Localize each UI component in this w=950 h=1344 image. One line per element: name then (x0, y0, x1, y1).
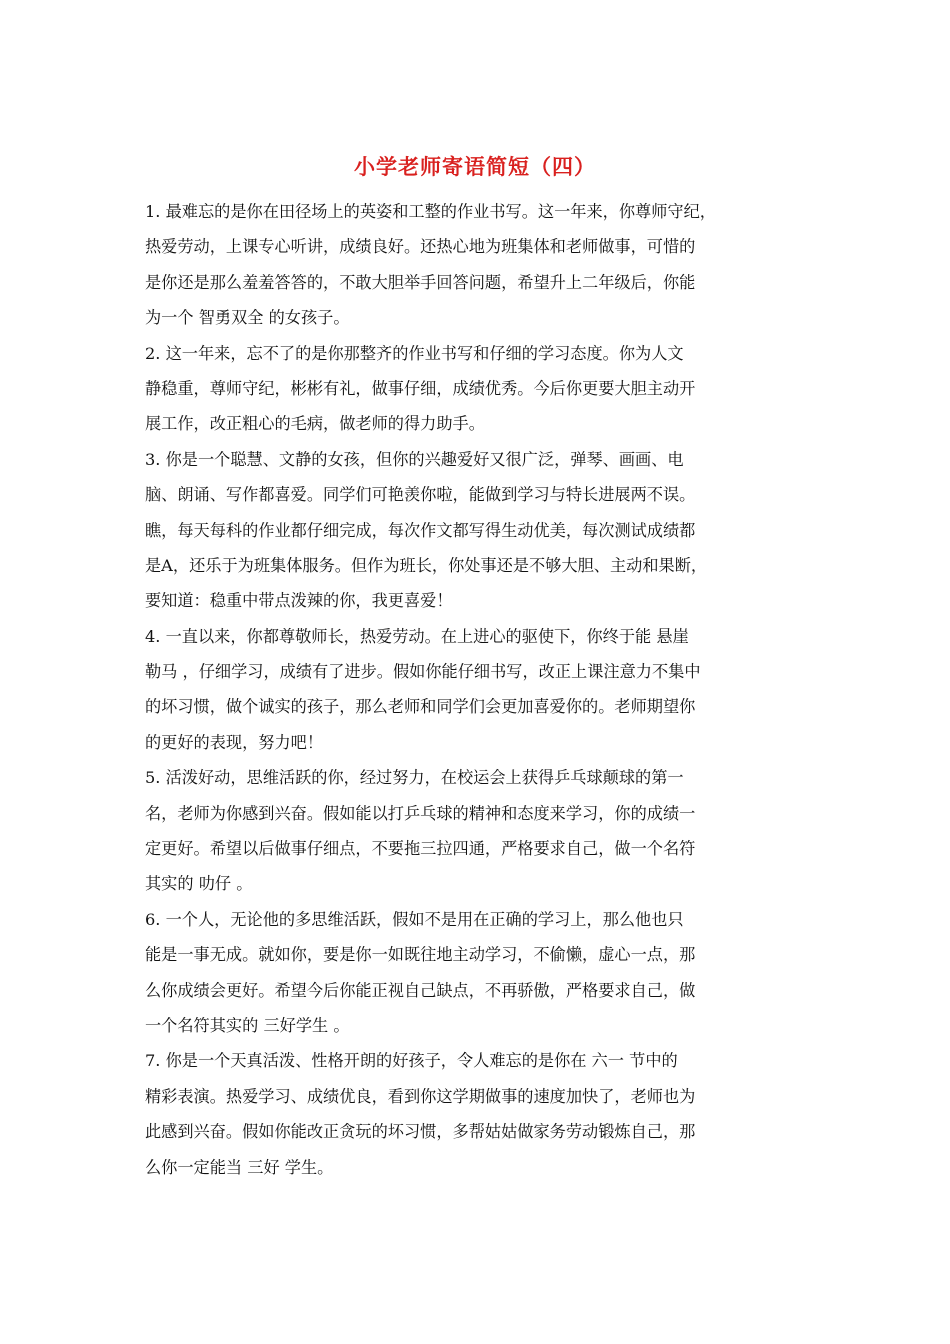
text-line: 勒马 ，仔细学习，成绩有了进步。假如你能仔细书写，改正上课注意力不集中 (145, 662, 701, 682)
text-line: 么你一定能当 三好 学生。 (145, 1157, 334, 1177)
text-line: 静稳重，尊师守纪，彬彬有礼，做事仔细，成绩优秀。今后你更要大胆主动开 (145, 378, 696, 398)
text-line: 2. 这一年来，忘不了的是你那整齐的作业书写和仔细的学习态度。你为人文 (145, 343, 684, 363)
text-line: 能是一事无成。就如你，要是你一如既往地主动学习，不偷懒，虚心一点，那 (145, 945, 696, 965)
text-line: 是A，还乐于为班集体服务。但作为班长，你处事还是不够大胆、主动和果断， (145, 555, 708, 575)
text-line: 么你成绩会更好。希望今后你能正视自己缺点，不再骄傲，严格要求自己，做 (145, 980, 696, 1000)
text-line: 3. 你是一个聪慧、文静的女孩，但你的兴趣爱好又很广泛，弹琴、画画、电 (145, 449, 684, 469)
document-title: 小学老师寄语简短（四） (354, 154, 596, 179)
text-line: 4. 一直以来，你都尊敬师长，热爱劳动。在上进心的驱使下，你终于能 悬崖 (145, 626, 689, 646)
text-line: 精彩表演。热爱学习、成绩优良，看到你这学期做事的速度加快了，老师也为 (145, 1086, 696, 1106)
document-body (145, 194, 835, 1185)
text-line: 的坏习惯，做个诚实的孩子，那么老师和同学们会更加喜爱你的。老师期望你 (145, 697, 696, 717)
text-line: 一个名符其实的 三好学生 。 (145, 1015, 350, 1035)
text-line: 瞧，每天每科的作业都仔细完成，每次作文都写得生动优美，每次测试成绩都 (145, 520, 696, 540)
text-line: 7. 你是一个天真活泼、性格开朗的好孩子，令人难忘的是你在 六一 节中的 (145, 1051, 678, 1071)
text-line: 是你还是那么羞羞答答的，不敢大胆举手回答问题，希望升上二年级后，你能 (145, 272, 696, 292)
text-line: 要知道：稳重中带点泼辣的你，我更喜爱！ (145, 591, 453, 611)
text-line: 展工作，改正粗心的毛病，做老师的得力助手。 (145, 414, 485, 434)
text-line: 定更好。希望以后做事仔细点，不要拖三拉四通，严格要求自己，做一个名符 (145, 839, 696, 859)
text-line: 的更好的表现，努力吧！ (145, 732, 324, 752)
text-line: 5. 活泼好动，思维活跃的你，经过努力，在校运会上获得乒乓球颠球的第一 (145, 768, 684, 788)
text-line: 1. 最难忘的是你在田径场上的英姿和工整的作业书写。这一年来，你尊师守纪， (145, 202, 716, 221)
text-line: 热爱劳动，上课专心听讲，成绩良好。还热心地为班集体和老师做事，可惜的 (145, 237, 696, 257)
text-line: 为一个 智勇双全 的女孩子。 (145, 308, 350, 328)
text-line: 脑、朗诵、写作都喜爱。同学们可艳羡你啦，能做到学习与特长进展两不误。 (145, 485, 696, 505)
text-line: 此感到兴奋。假如你能改正贪玩的坏习惯，多帮姑姑做家务劳动锻炼自己，那 (145, 1122, 696, 1142)
text-line: 名，老师为你感到兴奋。假如能以打乒乓球的精神和态度来学习，你的成绩一 (145, 803, 696, 823)
text-line: 其实的 叻仔 。 (145, 874, 253, 894)
text-line: 6. 一个人，无论他的多思维活跃，假如不是用在正确的学习上，那么他也只 (145, 909, 684, 929)
